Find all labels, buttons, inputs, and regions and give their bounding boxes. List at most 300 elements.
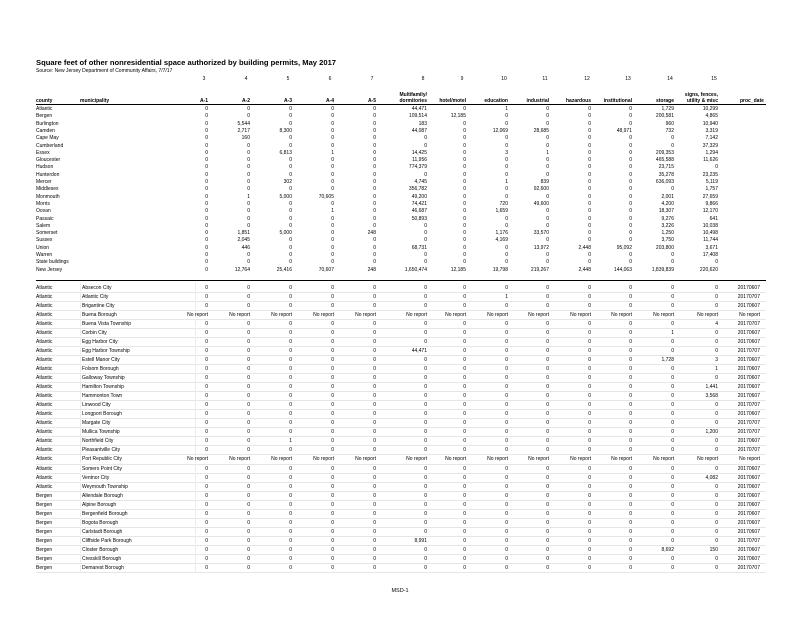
summary-cell: 0: [205, 186, 208, 193]
summary-cell: 0: [588, 157, 591, 164]
municipal-cell: 0: [546, 402, 549, 409]
summary-cell: 0: [546, 215, 549, 222]
summary-cell: 0: [463, 106, 466, 112]
municipal-cell: 0: [546, 429, 549, 436]
municipal-cell: 0: [373, 483, 376, 490]
municipal-cell: 0: [247, 365, 250, 372]
municipal-cell: 0: [424, 483, 427, 490]
municipal-cell: 0: [588, 519, 591, 526]
municipal-cell: 0: [331, 537, 334, 544]
summary-cell: 248: [367, 230, 376, 237]
summary-cell: 0: [671, 186, 674, 193]
summary-cell: 23,715: [658, 164, 674, 171]
county-name: Atlantic: [36, 347, 53, 354]
municipal-cell: 0: [588, 356, 591, 363]
proc-date-cell: 20170607: [737, 375, 760, 381]
summary-cell: 0: [546, 252, 549, 258]
municipality-name: Buena Vista Township: [82, 320, 132, 327]
municipal-cell: 0: [463, 365, 466, 372]
municipal-cell: 0: [247, 393, 250, 400]
municipal-cell: 0: [629, 565, 632, 572]
municipal-cell: 0: [588, 375, 591, 381]
summary-cell: 109,514: [408, 113, 427, 120]
summary-cell: 0: [588, 259, 591, 266]
municipal-cell: 0: [629, 402, 632, 409]
municipal-cell: 0: [331, 483, 334, 490]
municipal-cell: 0: [331, 402, 334, 409]
municipal-cell: 0: [463, 501, 466, 508]
municipal-cell: 0: [546, 365, 549, 372]
proc-date-cell: No report: [739, 311, 760, 318]
column-header: institutional: [603, 98, 632, 104]
county-name: Bergen: [36, 492, 53, 499]
municipal-cell: 0: [289, 492, 292, 499]
summary-cell: 0: [205, 106, 208, 112]
summary-cell: 23,235: [702, 171, 718, 178]
summary-cell: 0: [588, 164, 591, 171]
municipal-cell: 0: [629, 528, 632, 535]
summary-cell: 0: [629, 171, 632, 178]
municipal-cell: 0: [463, 528, 466, 535]
municipality-name: Alpine Borough: [82, 501, 117, 508]
summary-cell: 25,416: [276, 266, 292, 273]
summary-cell: 183: [418, 120, 427, 127]
municipal-cell: 0: [546, 474, 549, 481]
summary-cell: 0: [289, 106, 292, 112]
municipal-cell: 0: [588, 393, 591, 400]
municipal-cell: 0: [289, 365, 292, 372]
municipal-cell: 0: [505, 329, 508, 336]
municipal-cell: 0: [629, 284, 632, 291]
summary-cell: 1,659: [495, 208, 508, 215]
municipal-cell: 0: [289, 519, 292, 526]
summary-cell: 11,744: [703, 237, 718, 244]
municipal-cell: 0: [715, 329, 718, 336]
county-name: Atlantic: [36, 338, 53, 345]
municipal-cell: 1: [505, 293, 508, 300]
municipal-cell: 0: [671, 393, 674, 400]
municipal-cell: 0: [671, 293, 674, 300]
municipal-cell: 0: [505, 537, 508, 544]
summary-cell: 0: [588, 230, 591, 237]
municipal-cell: No report: [229, 311, 250, 318]
summary-cell: 0: [629, 237, 632, 244]
municipal-cell: 0: [505, 510, 508, 517]
column-header: storage: [655, 98, 674, 104]
summary-cell: 0: [588, 135, 591, 142]
municipal-cell: 0: [671, 474, 674, 481]
summary-cell: 0: [715, 259, 718, 266]
county-name: Monmouth: [36, 193, 60, 200]
summary-cell: 0: [546, 120, 549, 127]
municipal-cell: No report: [570, 456, 591, 463]
municipal-cell: 0: [546, 411, 549, 418]
summary-cell: 4,865: [705, 113, 718, 120]
municipality-name: Carlstadt Borough: [82, 528, 123, 535]
municipality-name: Weymouth Township: [82, 483, 128, 490]
county-name: Bergen: [36, 546, 53, 553]
summary-cell: 0: [205, 252, 208, 258]
summary-cell: 0: [629, 259, 632, 266]
municipal-cell: 0: [588, 365, 591, 372]
summary-cell: 0: [546, 222, 549, 229]
summary-cell: 0: [373, 193, 376, 200]
municipal-cell: 150: [709, 546, 718, 553]
summary-cell: 0: [463, 244, 466, 251]
summary-cell: 14,425: [411, 149, 427, 156]
municipal-cell: 0: [546, 565, 549, 572]
municipal-cell: 0: [671, 465, 674, 472]
summary-cell: 2,045: [237, 237, 250, 244]
summary-cell: 0: [463, 222, 466, 229]
municipal-cell: 0: [629, 411, 632, 418]
summary-cell: 0: [289, 215, 292, 222]
summary-cell: 0: [331, 164, 334, 171]
municipal-cell: 0: [424, 474, 427, 481]
municipal-cell: 0: [546, 492, 549, 499]
municipal-cell: 0: [546, 528, 549, 535]
municipal-cell: 0: [715, 510, 718, 517]
county-name: Atlantic: [36, 311, 53, 318]
municipal-cell: 0: [373, 402, 376, 409]
summary-cell: 1,839,839: [651, 266, 674, 273]
county-name: Atlantic: [36, 106, 53, 112]
municipal-cell: 0: [629, 465, 632, 472]
summary-cell: 446: [241, 244, 250, 251]
county-name: Warren: [36, 252, 53, 258]
column-header: signs, fences, utility & misc: [684, 92, 718, 104]
summary-cell: 0: [463, 142, 466, 149]
municipal-cell: 0: [546, 384, 549, 391]
municipal-cell: 0: [505, 556, 508, 562]
summary-cell: 3,319: [705, 127, 718, 134]
municipal-cell: 0: [247, 492, 250, 499]
municipal-cell: No report: [355, 311, 376, 318]
municipal-cell: 0: [505, 546, 508, 553]
column-header: education: [484, 98, 508, 104]
municipal-cell: 0: [671, 284, 674, 291]
municipal-cell: 4,082: [705, 474, 718, 481]
summary-cell: 0: [331, 127, 334, 134]
column-number: 10: [501, 76, 507, 82]
proc-date-cell: 20170707: [737, 429, 760, 436]
summary-cell: 0: [289, 200, 292, 207]
county-name: Atlantic: [36, 365, 53, 372]
municipal-cell: 0: [331, 302, 334, 309]
municipal-cell: 0: [588, 384, 591, 391]
municipal-cell: No report: [487, 456, 508, 463]
municipal-cell: 0: [463, 565, 466, 572]
summary-rule: [36, 280, 766, 281]
municipal-cell: 0: [505, 347, 508, 354]
summary-cell: 2,717: [237, 127, 250, 134]
summary-cell: 0: [588, 252, 591, 258]
proc-date-cell: 20170607: [737, 483, 760, 490]
column-number: 14: [667, 76, 673, 82]
municipal-cell: 0: [247, 474, 250, 481]
municipal-cell: 0: [289, 338, 292, 345]
municipal-cell: 0: [629, 501, 632, 508]
proc-date-cell: 20170607: [737, 438, 760, 445]
county-name: Camden: [36, 127, 55, 134]
municipal-cell: 0: [289, 402, 292, 409]
summary-cell: 0: [373, 200, 376, 207]
summary-cell: 1,294: [705, 149, 718, 156]
municipal-cell: 0: [247, 510, 250, 517]
municipal-cell: 0: [546, 556, 549, 562]
summary-cell: 46,687: [411, 208, 427, 215]
county-name: Middlesex: [36, 186, 59, 193]
summary-cell: 0: [373, 127, 376, 134]
municipal-cell: 0: [505, 438, 508, 445]
municipal-cell: 0: [331, 447, 334, 454]
summary-cell: 0: [331, 113, 334, 120]
summary-cell: 200,581: [655, 113, 674, 120]
summary-cell: 248: [367, 266, 376, 273]
municipal-cell: 0: [205, 375, 208, 381]
summary-cell: 12,185: [450, 113, 466, 120]
municipal-cell: 0: [247, 537, 250, 544]
municipal-cell: 0: [505, 501, 508, 508]
municipal-cell: 0: [331, 492, 334, 499]
summary-cell: 7,142: [705, 135, 718, 142]
municipality-name: Bogota Borough: [82, 519, 119, 526]
county-name: Sussex: [36, 237, 53, 244]
municipal-cell: 0: [463, 492, 466, 499]
municipality-name: Bergenfield Borough: [82, 510, 128, 517]
summary-cell: 720: [499, 200, 508, 207]
municipal-cell: 0: [505, 365, 508, 372]
summary-cell: 0: [629, 135, 632, 142]
municipal-cell: 0: [588, 447, 591, 454]
municipal-cell: 0: [247, 320, 250, 327]
municipal-cell: 0: [373, 384, 376, 391]
municipal-cell: 0: [505, 411, 508, 418]
column-header: A-4: [325, 98, 334, 104]
municipal-cell: 0: [546, 329, 549, 336]
summary-cell: 44,471: [411, 106, 427, 112]
summary-cell: 4,745: [414, 179, 427, 185]
municipal-cell: 0: [373, 474, 376, 481]
summary-cell: 0: [205, 237, 208, 244]
column-number: 4: [244, 76, 248, 82]
municipal-cell: 0: [505, 393, 508, 400]
summary-cell: 28,685: [533, 127, 549, 134]
municipal-cell: 0: [505, 565, 508, 572]
county-name: State buildings: [36, 259, 69, 266]
municipal-cell: 0: [424, 465, 427, 472]
municipality-name: Hamilton Township: [82, 384, 124, 391]
summary-cell: 0: [289, 237, 292, 244]
municipal-cell: 0: [588, 293, 591, 300]
municipal-cell: 0: [373, 356, 376, 363]
county-name: Atlantic: [36, 320, 53, 327]
summary-cell: 35,278: [658, 171, 674, 178]
municipal-cell: 0: [424, 546, 427, 553]
summary-cell: 0: [289, 171, 292, 178]
municipal-cell: 0: [715, 447, 718, 454]
summary-cell: 1,757: [705, 186, 718, 193]
summary-cell: 0: [424, 171, 427, 178]
summary-cell: 0: [588, 186, 591, 193]
summary-cell: 0: [424, 135, 427, 142]
county-name: Morris: [36, 200, 50, 207]
municipal-cell: 0: [715, 565, 718, 572]
county-name: Atlantic: [36, 474, 53, 481]
municipal-cell: 0: [629, 438, 632, 445]
summary-cell: 0: [373, 244, 376, 251]
municipal-cell: 8,991: [414, 537, 427, 544]
proc-date-cell: 20170607: [737, 528, 760, 535]
municipal-cell: 0: [247, 528, 250, 535]
summary-cell: 6,813: [279, 149, 292, 156]
municipal-cell: 0: [373, 565, 376, 572]
summary-cell: 0: [546, 193, 549, 200]
proc-date-cell: 20170607: [737, 365, 760, 372]
municipal-cell: 0: [671, 429, 674, 436]
column-number: 12: [584, 76, 590, 82]
municipality-name: Hammonton Town: [82, 393, 123, 400]
municipal-cell: 0: [205, 556, 208, 562]
summary-cell: 0: [671, 259, 674, 266]
summary-cell: 0: [205, 135, 208, 142]
municipal-cell: 0: [289, 501, 292, 508]
county-name: Ocean: [36, 208, 51, 215]
summary-cell: 0: [247, 252, 250, 258]
summary-cell: 3: [505, 149, 508, 156]
county-name: Atlantic: [36, 465, 53, 472]
municipal-cell: No report: [445, 311, 466, 318]
municipal-cell: 0: [424, 447, 427, 454]
municipal-cell: 0: [463, 556, 466, 562]
summary-cell: 0: [671, 135, 674, 142]
municipal-cell: 0: [205, 519, 208, 526]
summary-cell: 0: [463, 157, 466, 164]
summary-cell: 0: [247, 157, 250, 164]
municipal-cell: 0: [671, 320, 674, 327]
summary-cell: 12,764: [234, 266, 250, 273]
municipal-cell: 0: [373, 411, 376, 418]
county-name: Bergen: [36, 113, 53, 120]
summary-cell: 0: [629, 252, 632, 258]
summary-cell: 92,600: [533, 186, 549, 193]
municipal-cell: 0: [715, 519, 718, 526]
municipal-cell: 0: [424, 411, 427, 418]
municipal-cell: 0: [505, 519, 508, 526]
municipal-cell: 0: [424, 393, 427, 400]
county-name: Atlantic: [36, 329, 53, 336]
municipal-cell: 0: [289, 329, 292, 336]
municipal-cell: 0: [331, 384, 334, 391]
summary-cell: 50,893: [411, 215, 427, 222]
municipal-cell: No report: [697, 456, 718, 463]
municipal-cell: 0: [424, 429, 427, 436]
municipal-cell: 0: [629, 347, 632, 354]
municipal-cell: 0: [671, 438, 674, 445]
summary-cell: 0: [629, 120, 632, 127]
proc-date-cell: 20170607: [737, 501, 760, 508]
summary-cell: 70,605: [318, 193, 334, 200]
summary-cell: 49,200: [411, 193, 427, 200]
summary-cell: 0: [505, 171, 508, 178]
summary-cell: 0: [629, 215, 632, 222]
county-name: Atlantic: [36, 438, 53, 445]
summary-cell: 0: [373, 157, 376, 164]
column-header: industrial: [526, 98, 549, 104]
summary-cell: 3,671: [705, 244, 718, 251]
summary-cell: 203,800: [655, 244, 674, 251]
municipality-name: Folsom Borough: [82, 365, 119, 372]
summary-cell: 12,185: [450, 266, 466, 273]
municipal-cell: 0: [463, 329, 466, 336]
summary-cell: 465,588: [655, 157, 674, 164]
municipal-cell: 0: [588, 420, 591, 427]
summary-cell: 1: [247, 193, 250, 200]
municipal-cell: 0: [247, 411, 250, 418]
municipal-cell: 0: [671, 528, 674, 535]
municipal-cell: 0: [289, 384, 292, 391]
municipality-name: Closter Borough: [82, 546, 119, 553]
municipal-cell: No report: [611, 456, 632, 463]
municipal-cell: 0: [205, 302, 208, 309]
summary-cell: 641: [709, 215, 718, 222]
summary-cell: 2,001: [661, 193, 674, 200]
summary-cell: 0: [373, 259, 376, 266]
summary-cell: 0: [373, 215, 376, 222]
summary-cell: 0: [629, 179, 632, 185]
summary-cell: 0: [463, 259, 466, 266]
summary-cell: 356,782: [408, 186, 427, 193]
summary-cell: 0: [588, 120, 591, 127]
county-name: New Jersey: [36, 266, 63, 273]
summary-cell: 144,063: [613, 266, 632, 273]
municipal-cell: 0: [629, 356, 632, 363]
municipality-name: Ventnor City: [82, 474, 110, 481]
municipal-row: [36, 564, 766, 574]
county-name: Essex: [36, 149, 50, 156]
municipal-cell: 0: [331, 510, 334, 517]
summary-cell: 0: [463, 230, 466, 237]
municipal-cell: 0: [671, 483, 674, 490]
municipal-cell: 0: [671, 447, 674, 454]
summary-cell: 0: [671, 142, 674, 149]
municipal-cell: 0: [247, 293, 250, 300]
municipal-cell: 0: [546, 447, 549, 454]
municipal-cell: 0: [588, 402, 591, 409]
proc-date-cell: 20170707: [737, 447, 760, 454]
municipal-cell: 0: [289, 302, 292, 309]
municipal-cell: 0: [629, 375, 632, 381]
municipal-cell: 0: [463, 302, 466, 309]
municipal-cell: No report: [528, 311, 549, 318]
summary-cell: 1: [505, 179, 508, 185]
municipal-cell: 0: [424, 528, 427, 535]
summary-cell: 0: [505, 113, 508, 120]
municipal-cell: 0: [205, 384, 208, 391]
summary-cell: 0: [424, 142, 427, 149]
summary-cell: 0: [588, 208, 591, 215]
summary-cell: 0: [373, 164, 376, 171]
county-name: Atlantic: [36, 375, 53, 381]
summary-cell: 220,620: [699, 266, 718, 273]
summary-cell: 0: [247, 106, 250, 112]
municipal-cell: 0: [424, 338, 427, 345]
summary-cell: 0: [289, 244, 292, 251]
summary-cell: 0: [629, 200, 632, 207]
municipal-cell: 0: [373, 510, 376, 517]
proc-date-cell: 20170607: [737, 384, 760, 391]
municipal-cell: 0: [205, 420, 208, 427]
